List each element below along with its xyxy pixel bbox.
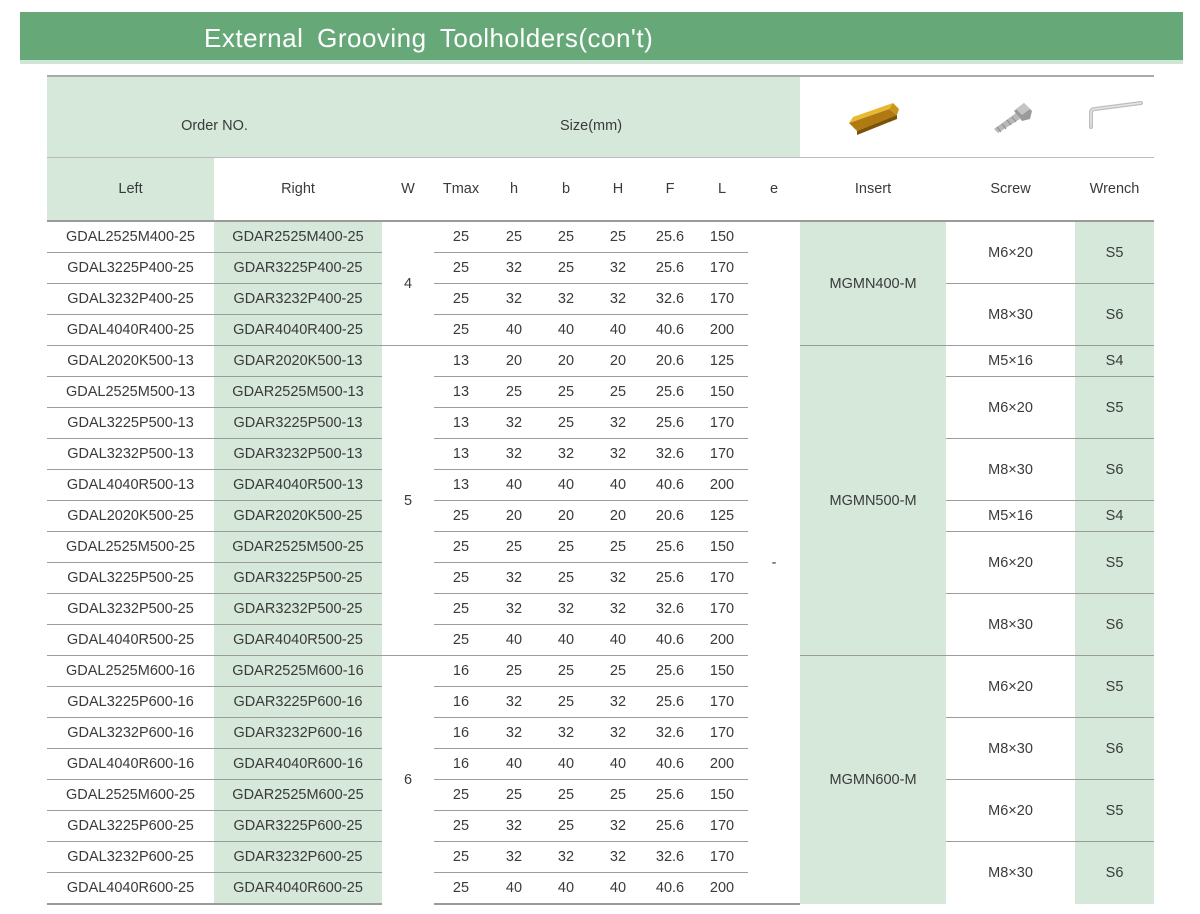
wrench-value: S4 [1075,346,1154,377]
right-order-no: GDAR3232P600-25 [214,842,382,873]
big-h-value: 25 [592,377,644,408]
f-value: 20.6 [644,501,696,532]
left-order-no: GDAL2525M500-13 [47,377,214,408]
b-value: 40 [540,873,592,905]
left-order-no: GDAL3225P600-16 [47,687,214,718]
f-value: 32.6 [644,284,696,315]
table-row [47,346,1154,377]
screw-col-header: Screw [946,158,1075,222]
b-value: 32 [540,284,592,315]
right-order-no: GDAR2525M500-25 [214,532,382,563]
screw-value: M6×20 [946,780,1075,842]
tmax-value: 25 [434,253,488,284]
l-value: 200 [696,873,748,905]
table-row [47,501,1154,532]
left-order-no: GDAL2525M600-25 [47,780,214,811]
left-order-no: GDAL4040R600-25 [47,873,214,905]
left-order-no: GDAL3232P500-25 [47,594,214,625]
screw-value: M8×30 [946,439,1075,501]
f-value: 32.6 [644,842,696,873]
b-value: 32 [540,842,592,873]
insert-col-header: Insert [800,158,946,222]
h-value: 25 [488,221,540,253]
b-value: 25 [540,532,592,563]
wrench-value: S5 [1075,656,1154,718]
f-value: 25.6 [644,811,696,842]
insert-value: MGMN500-M [800,346,946,656]
big-h-value: 32 [592,811,644,842]
l-value: 150 [696,780,748,811]
l-value: 125 [696,501,748,532]
left-order-no: GDAL3232P500-13 [47,439,214,470]
b-value: 40 [540,749,592,780]
right-order-no: GDAR3232P400-25 [214,284,382,315]
h-value: 32 [488,811,540,842]
f-value: 32.6 [644,594,696,625]
tmax-value: 16 [434,749,488,780]
f-value: 40.6 [655,322,685,338]
table-row [47,842,1154,873]
l-value: 150 [696,221,748,253]
tmax-value: 25 [434,501,488,532]
b-value: 25 [540,656,592,687]
h-value: 40 [488,749,540,780]
right-order-no: GDAR4040R600-25 [214,873,382,905]
h-value: 32 [488,842,540,873]
tmax-value: 25 [434,284,488,315]
f-value: 32.6 [644,439,696,470]
big-h-col-header: H [592,158,644,222]
big-h-value: 32 [592,563,644,594]
table-row [47,718,1154,749]
b-value: 25 [540,811,592,842]
tmax-value: 16 [434,718,488,749]
left-order-no: GDAL3232P400-25 [47,284,214,315]
b-value: 32 [540,594,592,625]
h-value: 40 [488,873,540,905]
big-h-value: 40 [592,470,644,501]
big-h-value: 40 [609,322,627,338]
b-value: 32 [540,439,592,470]
right-order-no: GDAR2525M400-25 [214,221,382,253]
b-value: 25 [540,408,592,439]
w-value: 4 [403,275,413,292]
table-row [47,532,1154,563]
h-value: 40 [505,632,523,648]
screw-value: M5×16 [946,346,1075,377]
left-order-no: GDAL2525M500-25 [47,532,214,563]
h-value: 32 [488,563,540,594]
table-row [47,656,1154,687]
f-value: 20.6 [644,346,696,377]
big-h-value: 32 [592,408,644,439]
tmax-value: 25 [434,221,488,253]
right-order-no: GDAR3225P400-25 [214,253,382,284]
order-no-header: Order NO. [47,76,382,158]
right-order-no: GDAR4040R600-16 [214,749,382,780]
wrench-value: S6 [1075,284,1154,346]
b-value: 40 [540,470,592,501]
table-row [47,284,1154,315]
h-value: 25 [488,780,540,811]
tmax-value: 13 [434,470,488,501]
wrench-col-header: Wrench [1075,158,1154,222]
table-row [47,594,1154,625]
big-h-value: 20 [592,346,644,377]
big-h-value: 32 [592,687,644,718]
l-value: 170 [696,687,748,718]
wrench-value: S6 [1075,718,1154,780]
h-value: 25 [488,377,540,408]
big-h-value: 40 [592,873,644,905]
table-row [47,377,1154,408]
l-value: 170 [696,811,748,842]
h-value: 32 [488,408,540,439]
right-order-no: GDAR2020K500-25 [214,501,382,532]
right-order-no: GDAR2020K500-13 [214,346,382,377]
f-value: 25.6 [644,377,696,408]
f-value: 25.6 [644,687,696,718]
l-value: 125 [696,346,748,377]
big-h-value: 25 [592,532,644,563]
tmax-value: 13 [434,377,488,408]
f-value: 40.6 [644,873,696,905]
l-value: 200 [696,470,748,501]
left-order-no: GDAL3225P500-13 [47,408,214,439]
screw-icon-cell [946,76,1075,158]
h-value: 32 [488,284,540,315]
left-order-no: GDAL2020K500-13 [47,346,214,377]
big-h-value: 25 [592,656,644,687]
tmax-value: 25 [434,842,488,873]
big-h-value: 20 [592,501,644,532]
h-value: 40 [505,322,523,338]
left-order-no: GDAL4040R400-25 [66,322,195,338]
right-order-no: GDAR2525M500-13 [214,377,382,408]
wrench-value: S6 [1075,439,1154,501]
tmax-value: 16 [434,656,488,687]
right-order-no: GDAR4040R500-13 [214,470,382,501]
left-order-no: GDAL4040R500-25 [66,632,195,648]
l-value: 170 [696,718,748,749]
header-row-2 [47,158,1154,222]
b-value: 20 [540,501,592,532]
big-h-value: 32 [592,284,644,315]
screw-value: M8×30 [988,865,1033,881]
w-col-header: W [382,158,434,222]
f-value: 25.6 [644,221,696,253]
tmax-value: 25 [434,594,488,625]
big-h-value: 32 [592,842,644,873]
wrench-value: S5 [1075,221,1154,284]
screw-icon [986,97,1036,137]
right-order-no: GDAR3225P600-25 [214,811,382,842]
l-value: 170 [696,408,748,439]
screw-value: M6×20 [946,656,1075,718]
right-order-no: GDAR2525M600-25 [214,780,382,811]
f-value: 40.6 [655,632,685,648]
l-value: 150 [696,532,748,563]
h-value: 20 [488,501,540,532]
left-order-no: GDAL3225P400-25 [47,253,214,284]
wrench-value: S5 [1075,377,1154,439]
b-value: 40 [557,322,575,338]
h-value: 32 [488,594,540,625]
w-value: 6 [382,656,434,905]
l-col-header: L [696,158,748,222]
f-value: 25.6 [644,532,696,563]
b-value: 25 [540,377,592,408]
tmax-value: 13 [434,439,488,470]
right-order-no: GDAR4040R500-25 [214,625,382,656]
right-order-no: GDAR3232P500-25 [214,594,382,625]
b-value: 40 [557,632,575,648]
h-value: 25 [488,656,540,687]
left-order-no: GDAL4040R600-16 [47,749,214,780]
right-order-no: GDAR3232P600-16 [214,718,382,749]
f-value: 25.6 [644,656,696,687]
left-order-no: GDAL2525M600-16 [47,656,214,687]
big-h-value: 32 [592,594,644,625]
screw-value: M8×30 [946,284,1075,346]
b-value: 25 [540,221,592,253]
h-value: 20 [488,346,540,377]
l-value: 150 [696,656,748,687]
tmax-value: 13 [434,346,488,377]
tmax-value: 25 [434,532,488,563]
l-value: 170 [696,284,748,315]
tmax-value: 25 [434,811,488,842]
h-value: 32 [488,253,540,284]
toolholder-spec-table [47,75,1154,905]
wrench-icon [1085,97,1145,137]
l-value: 200 [696,749,748,780]
b-value: 25 [540,687,592,718]
tmax-value: 25 [452,322,470,338]
h-value: 25 [488,532,540,563]
l-value: 150 [696,377,748,408]
left-order-no: GDAL2525M400-25 [47,221,214,253]
big-h-value: 40 [592,749,644,780]
f-value: 40.6 [644,749,696,780]
wrench-value: S6 [1075,842,1154,905]
left-order-no: GDAL2020K500-25 [47,501,214,532]
insert-icon [843,97,903,137]
big-h-value: 32 [592,253,644,284]
l-value: 170 [696,842,748,873]
table-row [47,780,1154,811]
right-col-header: Right [214,158,382,222]
page-title: External Grooving Toolholders(con't) [204,23,654,53]
header-row-1 [47,76,1154,158]
insert-value: MGMN400-M [800,221,946,346]
left-col-header: Left [47,158,214,222]
title-banner [20,12,1183,64]
tmax-value: 13 [434,408,488,439]
f-value: 40.6 [644,470,696,501]
l-value: 170 [696,563,748,594]
left-order-no: GDAL3232P600-25 [47,842,214,873]
screw-value: M8×30 [946,718,1075,780]
right-order-no: GDAR3232P500-13 [214,439,382,470]
screw-value: M6×20 [946,221,1075,284]
right-order-no: GDAR2525M600-16 [214,656,382,687]
big-h-value: 32 [592,718,644,749]
right-order-no: GDAR3225P600-16 [214,687,382,718]
tmax-col-header: Tmax [434,158,488,222]
left-order-no: GDAL3225P600-25 [47,811,214,842]
insert-value: MGMN600-M [800,656,946,905]
l-value: 200 [709,322,735,338]
l-value: 170 [696,439,748,470]
tmax-value: 25 [434,873,488,905]
h-value: 40 [488,470,540,501]
insert-icon-cell [800,76,946,158]
screw-value: M6×20 [946,377,1075,439]
b-value: 25 [540,780,592,811]
tmax-value: 25 [452,632,470,648]
f-col-header: F [644,158,696,222]
tmax-value: 25 [434,563,488,594]
b-value: 25 [540,253,592,284]
h-value: 32 [488,687,540,718]
b-value: 25 [540,563,592,594]
big-h-value: 40 [609,632,627,648]
wrench-value: S5 [1075,780,1154,842]
w-value: 5 [382,346,434,656]
screw-value: M5×16 [946,501,1075,532]
screw-value: M8×30 [946,594,1075,656]
l-value: 200 [709,632,735,648]
right-order-no: GDAR4040R400-25 [214,315,382,346]
e-value: - [748,221,800,904]
big-h-value: 32 [592,439,644,470]
h-col-header: h [488,158,540,222]
b-value: 20 [540,346,592,377]
table-row [47,221,1154,253]
wrench-value: S5 [1075,532,1154,594]
right-order-no: GDAR3225P500-13 [214,408,382,439]
left-order-no: GDAL3232P600-16 [47,718,214,749]
l-value: 170 [696,594,748,625]
h-value: 32 [488,718,540,749]
b-value: 32 [540,718,592,749]
wrench-value: S6 [1075,594,1154,656]
big-h-value: 25 [592,780,644,811]
tmax-value: 25 [434,780,488,811]
b-col-header: b [540,158,592,222]
f-value: 25.6 [644,253,696,284]
f-value: 25.6 [644,408,696,439]
f-value: 32.6 [644,718,696,749]
left-order-no: GDAL4040R500-13 [47,470,214,501]
table-row [47,439,1154,470]
wrench-icon-cell [1075,76,1154,158]
h-value: 32 [488,439,540,470]
big-h-value: 25 [592,221,644,253]
left-order-no: GDAL3225P500-25 [47,563,214,594]
right-order-no: GDAR3225P500-25 [214,563,382,594]
size-header: Size(mm) [382,76,800,158]
e-col-header: e [748,158,800,222]
screw-value: M6×20 [946,532,1075,594]
f-value: 25.6 [644,780,696,811]
l-value: 170 [696,253,748,284]
tmax-value: 16 [434,687,488,718]
f-value: 25.6 [644,563,696,594]
wrench-value: S4 [1075,501,1154,532]
